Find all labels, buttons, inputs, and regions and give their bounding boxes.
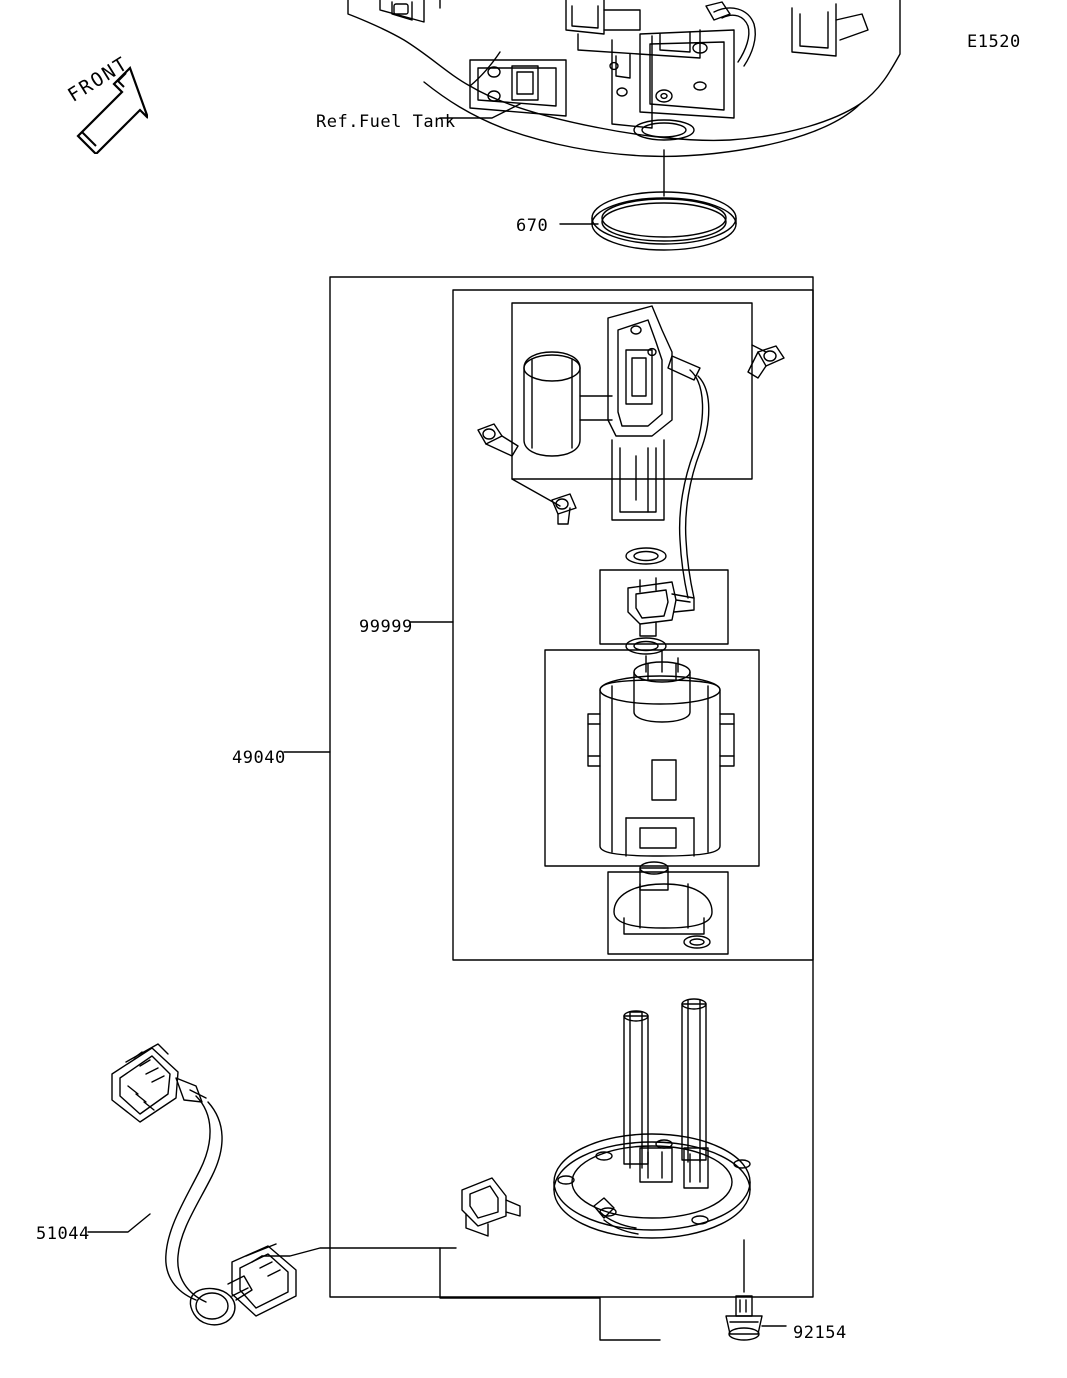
- pressure-regulator-subassembly: [600, 548, 728, 654]
- leader-51044-branch: [262, 1248, 456, 1256]
- part-92154-bolt: [726, 1296, 762, 1340]
- harness-route-line: [440, 1248, 660, 1340]
- front-label: FRONT: [64, 52, 133, 107]
- part-670-oring: [592, 192, 736, 250]
- callout-99999: 99999: [359, 617, 413, 637]
- fuel-tank-reference-outline: [348, 0, 900, 156]
- callout-51044: 51044: [36, 1224, 90, 1244]
- pump-base-flange: [554, 999, 750, 1238]
- leader-51044: [88, 1214, 150, 1232]
- callout-670: 670: [516, 216, 549, 236]
- callout-49040: 49040: [232, 748, 286, 768]
- pump-mount-subassembly: [608, 862, 728, 954]
- callout-92154: 92154: [793, 1323, 847, 1343]
- screw-top-right: [748, 346, 784, 378]
- sheet-code: E1520: [967, 32, 1021, 52]
- base-connector: [462, 1178, 520, 1236]
- ref-fuel-tank-label: Ref.Fuel Tank: [316, 112, 456, 132]
- pump-motor-subassembly: [478, 303, 784, 598]
- fuel-filter-subassembly: [545, 650, 759, 866]
- screw-bottom: [552, 494, 576, 524]
- part-51044-lead-hose: [112, 1044, 296, 1325]
